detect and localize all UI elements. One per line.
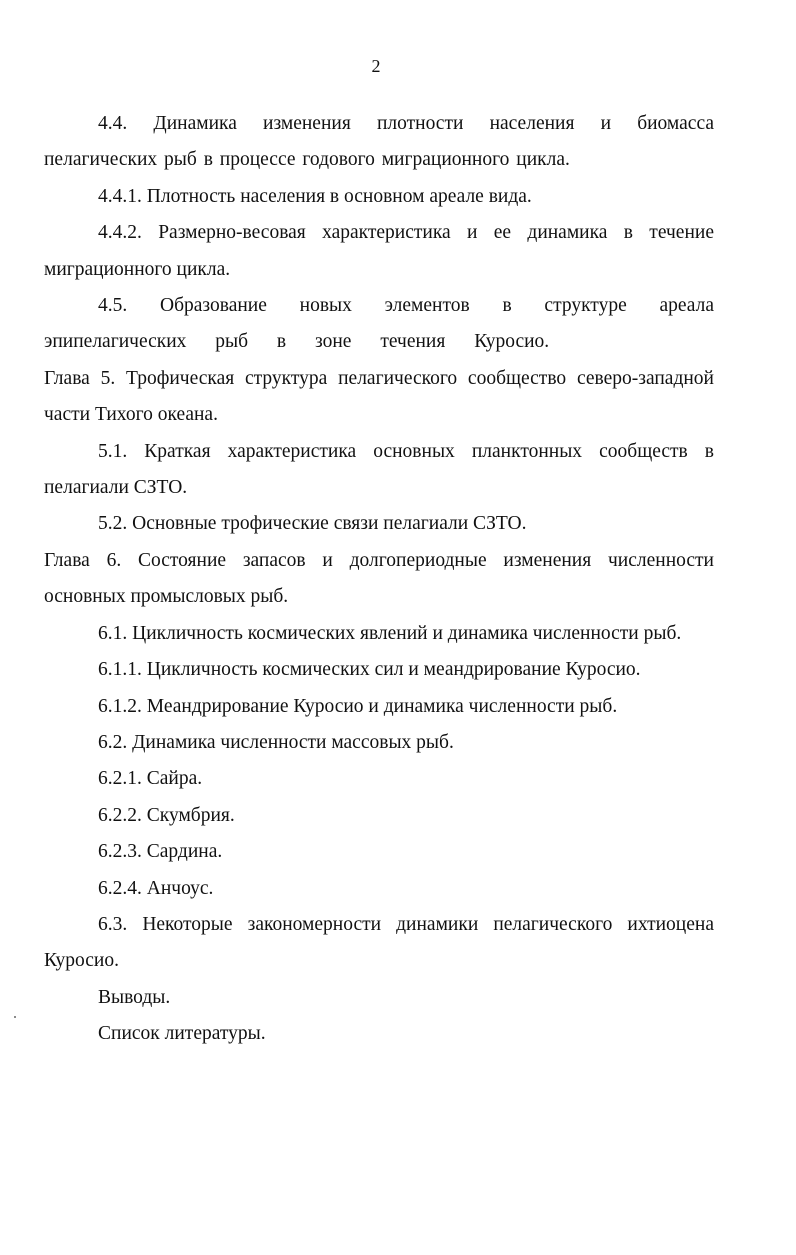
toc-entry-references: Список литературы. [98, 1023, 266, 1045]
table-of-contents [44, 106, 714, 1053]
toc-entry-6-1-1: 6.1.1. Цикличность космических сил и меандрирование Куросио. [98, 659, 641, 681]
toc-entry-chapter-6: Глава 6. Состояние запасов и долгопериодные изменения численности основных промысловых рыб. [44, 549, 714, 608]
toc-entry-6-2-1: 6.2.1. Сайра. [98, 768, 203, 790]
toc-entry-6-1-2: 6.1.2. Меандрирование Куросио и динамика численности рыб. [98, 695, 618, 717]
toc-entry-6-2-4: 6.2.4. Анчоус. [98, 877, 214, 899]
toc-entry-4-5: 4.5. Образование новых элементов в структуре ареала эпипелагических рыб в зоне течения Куросио. [44, 295, 714, 353]
toc-entry-6-3: 6.3. Некоторые закономерности динамики пелагического ихтиоцена Куросио. [44, 913, 714, 972]
toc-entry-chapter-5: Глава 5. Трофическая структура пелагического сообщество северо-западной части Тихого океана. [44, 367, 714, 426]
page-number: 2 [371, 56, 381, 76]
toc-entry-conclusions: Выводы. [98, 986, 171, 1008]
toc-entry-4-4-2: 4.4.2. Размерно-весовая характеристика и ее динамика в течение миграционного цикла. [44, 222, 714, 280]
toc-entry-6-2: 6.2. Динамика численности массовых рыб. [98, 731, 454, 753]
toc-entry-6-2-2: 6.2.2. Скумбрия. [98, 804, 235, 826]
toc-entry-6-1: 6.1. Цикличность космических явлений и динамика численности рыб. [98, 622, 682, 644]
toc-entry-4-4: 4.4. Динамика изменения плотности населения и биомасса пелагических рыб в процессе годового миграционного цикла. [44, 113, 714, 171]
toc-entry-4-4-1: 4.4.1. Плотность населения в основном ареале вида. [98, 185, 532, 207]
toc-entry-5-2: 5.2. Основные трофические связи пелагиали СЗТО. [98, 513, 527, 535]
toc-entry-5-1: 5.1. Краткая характеристика основных планктонных сообществ в пелагиали СЗТО. [44, 440, 714, 499]
toc-entry-6-2-3: 6.2.3. Сардина. [98, 841, 223, 863]
scan-artifact-mark [14, 1016, 16, 1018]
